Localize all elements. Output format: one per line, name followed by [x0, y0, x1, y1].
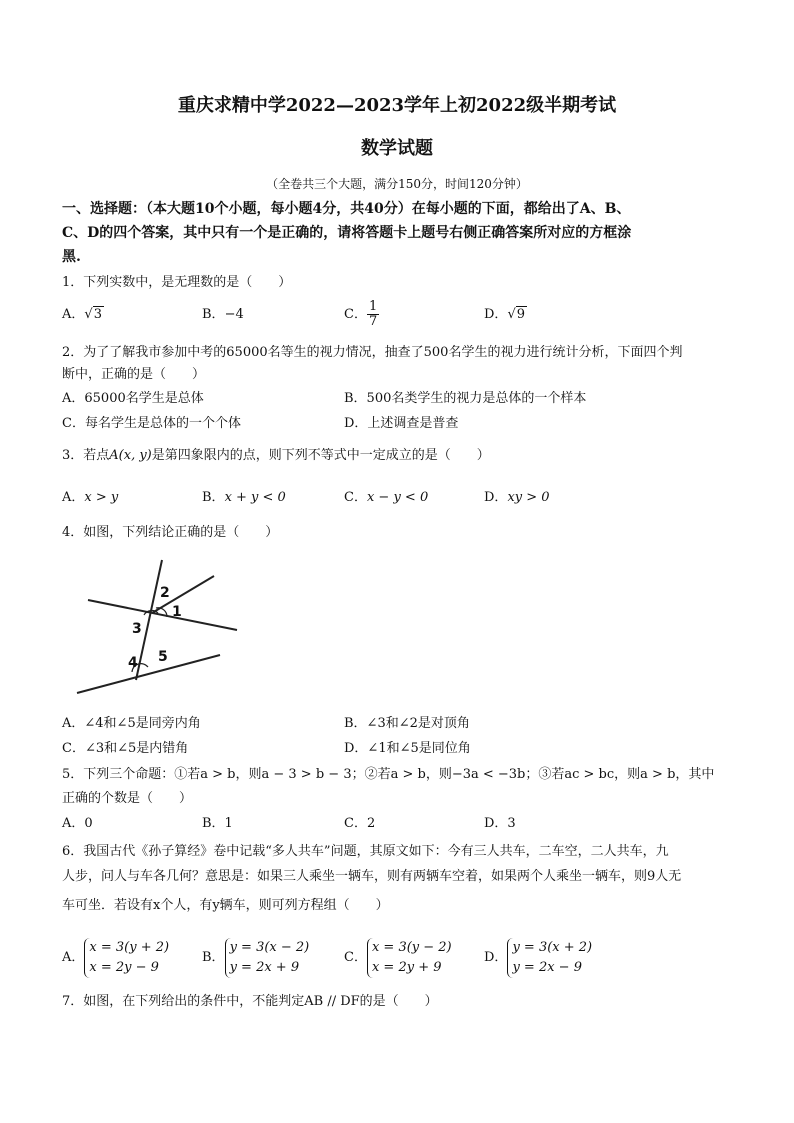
q6-stem-line1: 6．我国古代《孙子算经》卷中记载“多人共车”问题，其原文如下：今有三人共车，二车空，二人共车，九: [62, 844, 669, 859]
q4-option-d: D．∠1和∠5是同位角: [344, 741, 471, 756]
q5-option-a: A．0: [62, 816, 93, 831]
q1-stem: 1．下列实数中，是无理数的是（ ）: [62, 275, 292, 290]
q2-option-d: D．上述调查是普查: [344, 416, 459, 431]
section1-line2: C、D的四个答案，其中只有一个是正确的，请将答题卡上题号右侧正确答案所对应的方框涂: [62, 225, 632, 241]
q3-option-a: A．x > y: [62, 490, 119, 505]
q2-option-c: C．每名学生是总体的一个个体: [62, 416, 241, 431]
q5-option-b: B．1: [202, 816, 233, 831]
q6-stem-line3: 车可坐．若设有x个人，有y辆车，则可列方程组（ ）: [62, 898, 389, 913]
q2-option-a: A．65000名学生是总体: [62, 391, 204, 406]
exam-subject-title: 数学试题: [361, 138, 433, 159]
q4-stem: 4．如图，下列结论正确的是（ ）: [62, 525, 279, 540]
q4-label-2: 2: [160, 585, 170, 601]
q1-option-b: B．−4: [202, 307, 244, 322]
q4-label-3: 3: [132, 621, 142, 637]
q4-line-bottom: [77, 655, 220, 693]
q6-option-a: A． x = 3(y + 2) x = 2y − 9: [62, 936, 169, 980]
q4-line-top: [88, 600, 237, 630]
q3-stem: 3．若点A(x, y)是第四象限内的点，则下列不等式中一定成立的是（ ）: [62, 448, 490, 463]
q6-stem-line2: 人步，问人与车各几何？意思是：如果三人乘坐一辆车，则有两辆车空着，如果两个人乘坐一辆车，则9人无: [62, 869, 682, 884]
q5-stem-line1: 5．下列三个命题：①若a > b，则a − 3 > b − 3；②若a > b，则−3a < −3b；③若ac > bc，则a > b，其中: [62, 767, 715, 782]
q5-option-c: C．2: [344, 816, 376, 831]
q6-option-c: C． x = 3(y − 2) x = 2y + 9: [344, 936, 452, 980]
q4-label-4: 4: [128, 655, 138, 671]
q2-option-b: B．500名类学生的视力是总体的一个样本: [344, 391, 587, 406]
q1-option-d: D．√9: [484, 307, 526, 322]
q4-label-1: 1: [172, 604, 182, 620]
q3-option-b: B．x + y < 0: [202, 490, 286, 505]
q3-option-d: D．xy > 0: [484, 490, 550, 505]
q6-option-b: B． y = 3(x − 2) y = 2x + 9: [202, 936, 309, 980]
q3-option-c: C．x − y < 0: [344, 490, 429, 505]
q4-label-5: 5: [158, 649, 168, 665]
q4-figure: [72, 555, 247, 700]
q1-option-c: C． $\frac{1}{7}$: [344, 299, 378, 329]
q2-stem-line2: 断中，正确的是（ ）: [62, 367, 206, 382]
exam-title: 重庆求精中学2022—2023学年上初2022级半期考试: [177, 95, 617, 116]
section1-line3: 黑.: [62, 249, 81, 265]
q4-option-b: B．∠3和∠2是对顶角: [344, 716, 470, 731]
q2-stem-line1: 2．为了了解我市参加中考的65000名等生的视力情况，抽查了500名学生的视力进行统计分析，下面四个判: [62, 345, 683, 360]
q7-stem: 7．如图，在下列给出的条件中，不能判定AB // DF的是（ ）: [62, 994, 438, 1009]
q4-option-c: C．∠3和∠5是内错角: [62, 741, 189, 756]
q5-option-d: D．3: [484, 816, 516, 831]
q6-option-d: D． y = 3(x + 2) y = 2x − 9: [484, 936, 592, 980]
q4-option-a: A．∠4和∠5是同旁内角: [62, 716, 201, 731]
q5-stem-line2: 正确的个数是（ ）: [62, 791, 193, 806]
section1-line1: 一、选择题：（本大题10个小题，每小题4分，共40分）在每小题的下面，都给出了A、B、: [62, 201, 631, 217]
exam-subtitle: （全卷共三个大题，满分150分，时间120分钟）: [266, 177, 528, 191]
q1-option-a: A．√3: [62, 307, 102, 322]
